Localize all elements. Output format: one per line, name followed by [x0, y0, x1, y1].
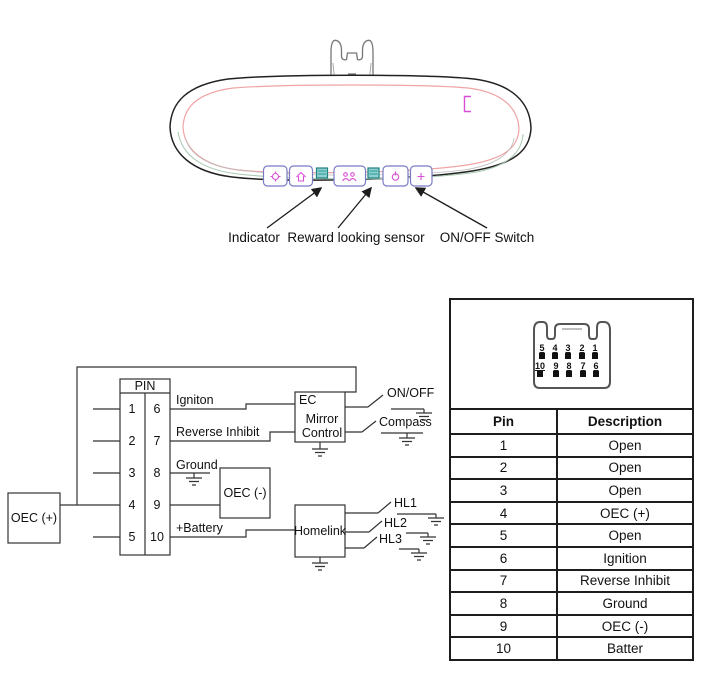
connector-pin-number: 4	[551, 343, 558, 353]
compass-wire-label: Compass	[379, 415, 432, 429]
on-off-wire-label: ON/OFF	[387, 386, 435, 400]
control-label: Control	[301, 426, 343, 440]
table-row	[450, 434, 693, 457]
wire-hl2	[345, 521, 382, 532]
connector-drawing	[526, 318, 618, 390]
wire-hl1	[345, 502, 391, 513]
pin-cell: 3	[450, 479, 557, 502]
wiring-schematic	[0, 290, 460, 640]
homelink-label: Homelink	[293, 524, 347, 538]
table-row	[450, 637, 693, 660]
hl2-wire-label: HL2	[384, 516, 407, 530]
arrow-to-sensor	[338, 188, 371, 228]
connector-shell	[534, 322, 610, 388]
description-cell: Open	[557, 524, 693, 547]
ignition-wire-label: Igniton	[176, 393, 214, 407]
reverse-inhibit-wire-label: Reverse Inhibit	[176, 425, 260, 439]
ground-wire-label: Ground	[176, 458, 218, 472]
pin-number: 8	[153, 466, 161, 480]
on-off-switch-label: ON/OFF Switch	[439, 230, 535, 245]
table-row	[450, 615, 693, 638]
table-row	[450, 592, 693, 615]
pin-number: 6	[153, 402, 161, 416]
indicator-label: Indicator	[228, 230, 280, 245]
description-column-header: Description	[557, 409, 693, 434]
mirror-button-3	[334, 166, 366, 186]
connector-pin-number: 8	[565, 361, 572, 371]
pin-cell: 1	[450, 434, 557, 457]
mirror-button-2	[290, 166, 313, 186]
description-cell: Reverse Inhibit	[557, 570, 693, 593]
connector-drawing-wrap	[451, 318, 692, 395]
table-row	[450, 524, 693, 547]
connector-pin-number: 1	[591, 343, 598, 353]
callout-arrows	[267, 188, 487, 228]
connector-pin-number: 5	[538, 343, 545, 353]
table-row	[450, 457, 693, 480]
pin-cell: 6	[450, 547, 557, 570]
pin-table-body	[450, 434, 693, 660]
description-cell: Batter	[557, 637, 693, 660]
table-row	[450, 479, 693, 502]
connector-pin-number: 3	[564, 343, 571, 353]
pin-cell: 2	[450, 457, 557, 480]
description-cell: Open	[557, 457, 693, 480]
pin-cell: 7	[450, 570, 557, 593]
ground-symbol-pin8	[186, 473, 202, 485]
indicator-square-icon	[317, 168, 328, 178]
pin-number: 4	[128, 498, 136, 512]
pin-assignment-panel	[449, 298, 694, 657]
description-cell: Open	[557, 479, 693, 502]
ground-symbol-compass	[399, 433, 415, 445]
connector-pin-number: 7	[579, 361, 586, 371]
table-row	[450, 570, 693, 593]
ground-symbol-homelink	[312, 557, 328, 570]
ec-label: EC	[299, 393, 317, 407]
connector-pin-number: 10	[534, 361, 545, 371]
pin-number: 3	[128, 466, 136, 480]
ground-symbol-hl2	[420, 533, 436, 544]
pin-cell: 5	[450, 524, 557, 547]
description-cell: Ground	[557, 592, 693, 615]
pin-cell: 4	[450, 502, 557, 525]
description-cell: Open	[557, 434, 693, 457]
wire-on-off	[345, 395, 383, 407]
pin-number: 1	[128, 402, 136, 416]
pin-cell: 8	[450, 592, 557, 615]
mirror-button-1	[264, 166, 288, 186]
hl3-wire-label: HL3	[379, 532, 402, 546]
pin-number: 5	[128, 530, 136, 544]
mirror-body-outline	[170, 75, 531, 180]
pin-cell: 9	[450, 615, 557, 638]
connector-pin-number: 6	[592, 361, 599, 371]
mirror-illustration	[0, 0, 703, 290]
table-row	[450, 502, 693, 525]
ground-symbol-ec	[312, 442, 328, 456]
wire-compass	[345, 421, 376, 432]
oec-plus-label: OEC (+)	[10, 511, 58, 525]
pin-number: 9	[153, 498, 161, 512]
sensor-square-icon	[368, 168, 379, 178]
mirror-label: Mirror	[305, 412, 339, 426]
sensor-label: Reward looking sensor	[287, 230, 425, 245]
arrow-to-indicator	[267, 188, 321, 228]
arrow-to-switch	[416, 188, 487, 228]
connector-pin-number: 9	[552, 361, 559, 371]
battery-wire-label: +Battery	[176, 521, 223, 535]
pin-block-title: PIN	[134, 379, 156, 393]
pin-number: 7	[153, 434, 161, 448]
connector-pin-number: 2	[578, 343, 585, 353]
pin-column-header: Pin	[450, 409, 557, 434]
pin-description-table	[449, 408, 694, 661]
pin-number: 10	[150, 530, 164, 544]
table-header-row	[450, 409, 693, 434]
pin-number: 2	[128, 434, 136, 448]
ground-symbol-hl3	[411, 549, 427, 560]
description-cell: OEC (-)	[557, 615, 693, 638]
wire-hl3	[345, 537, 377, 548]
hl1-wire-label: HL1	[394, 496, 417, 510]
ground-symbol-hl1	[428, 514, 444, 525]
table-row	[450, 547, 693, 570]
mirror-button-4	[383, 166, 408, 186]
pin-cell: 10	[450, 637, 557, 660]
oec-minus-label: OEC (-)	[223, 486, 267, 500]
description-cell: Ignition	[557, 547, 693, 570]
description-cell: OEC (+)	[557, 502, 693, 525]
